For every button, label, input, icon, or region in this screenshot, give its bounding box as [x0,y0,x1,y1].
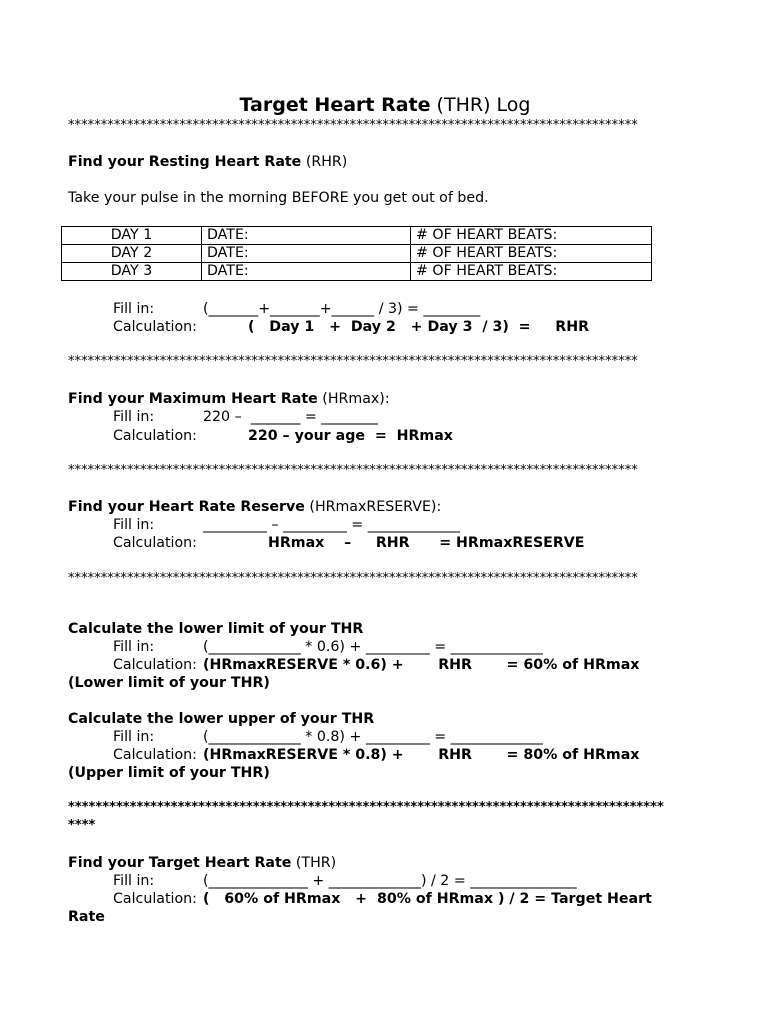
upper-note: (Upper limit of your THR) [68,765,270,781]
thr-calc-label: Calculation: [113,891,197,907]
table-row [62,227,652,245]
rhr-heading: Find your Resting Heart Rate (RHR) [68,154,348,170]
rhr-calc-value: ( Day 1 + Day 2 + Day 3 / 3) = RHR [248,319,589,335]
beats-cell: # OF HEART BEATS: [411,245,652,263]
page-title: Target Heart Rate (THR) Log [239,94,531,116]
date-cell: DATE: [202,227,411,245]
rhr-instruction: Take your pulse in the morning BEFORE you get out of bed. [68,190,489,206]
lower-fill-value: (_____________ * 0.6) + _________ = _____________ [203,639,543,655]
separator: *************************************************************************************** [68,354,638,369]
reserve-calc-value: HRmax – RHR = HRmaxRESERVE [268,535,585,551]
hrmax-calc-label: Calculation: [113,428,197,444]
upper-heading: Calculate the lower upper of your THR [68,711,375,727]
separator: *************************************************************************************** [68,118,638,133]
upper-fill-value: (_____________ * 0.8) + _________ = _____________ [203,729,543,745]
hrmax-fill-label: Fill in: [113,409,155,425]
upper-calc-label: Calculation: [113,747,197,763]
date-cell: DATE: [202,245,411,263]
reserve-fill-label: Fill in: [113,517,155,533]
thr-fill-value: (______________ + _____________) / 2 = _______________ [203,873,577,889]
reserve-heading: Find your Heart Rate Reserve (HRmaxRESERVE): [68,499,442,515]
thr-calc-value: ( 60% of HRmax + 80% of HRmax ) / 2 = Target Heart [203,891,652,907]
lower-note: (Lower limit of your THR) [68,675,270,691]
lower-calc-value: (HRmaxRESERVE * 0.6) + RHR = 60% of HRmax [203,657,640,673]
thr-fill-label: Fill in: [113,873,155,889]
rhr-fill-value: (_______+_______+______ / 3) = ________ [203,301,481,317]
lower-calc-label: Calculation: [113,657,197,673]
lower-heading: Calculate the lower limit of your THR [68,621,364,637]
rhr-fill-label: Fill in: [113,301,155,317]
rhr-table [61,226,652,281]
hrmax-heading: Find your Maximum Heart Rate (HRmax): [68,391,390,407]
day-cell: DAY 1 [62,227,202,245]
separator: *************************************************************************************** [68,571,638,586]
separator: *************************************************************************************** [68,463,638,478]
hrmax-fill-value: 220 – _______ = ________ [203,409,379,425]
separator-tail: **** [68,818,96,833]
day-cell: DAY 3 [62,263,202,281]
day-cell: DAY 2 [62,245,202,263]
table-row [62,245,652,263]
hrmax-calc-value: 220 – your age = HRmax [248,428,453,444]
thr-calc-wrap: Rate [68,909,105,925]
reserve-calc-label: Calculation: [113,535,197,551]
reserve-fill-value: _________ – _________ = _____________ [203,517,460,533]
date-cell: DATE: [202,263,411,281]
thr-heading: Find your Target Heart Rate (THR) [68,855,337,871]
table-row [62,263,652,281]
upper-calc-value: (HRmaxRESERVE * 0.8) + RHR = 80% of HRmax [203,747,640,763]
upper-fill-label: Fill in: [113,729,155,745]
separator: *************************************************************************************** [68,800,664,815]
lower-fill-label: Fill in: [113,639,155,655]
rhr-calc-label: Calculation: [113,319,197,335]
beats-cell: # OF HEART BEATS: [411,263,652,281]
beats-cell: # OF HEART BEATS: [411,227,652,245]
